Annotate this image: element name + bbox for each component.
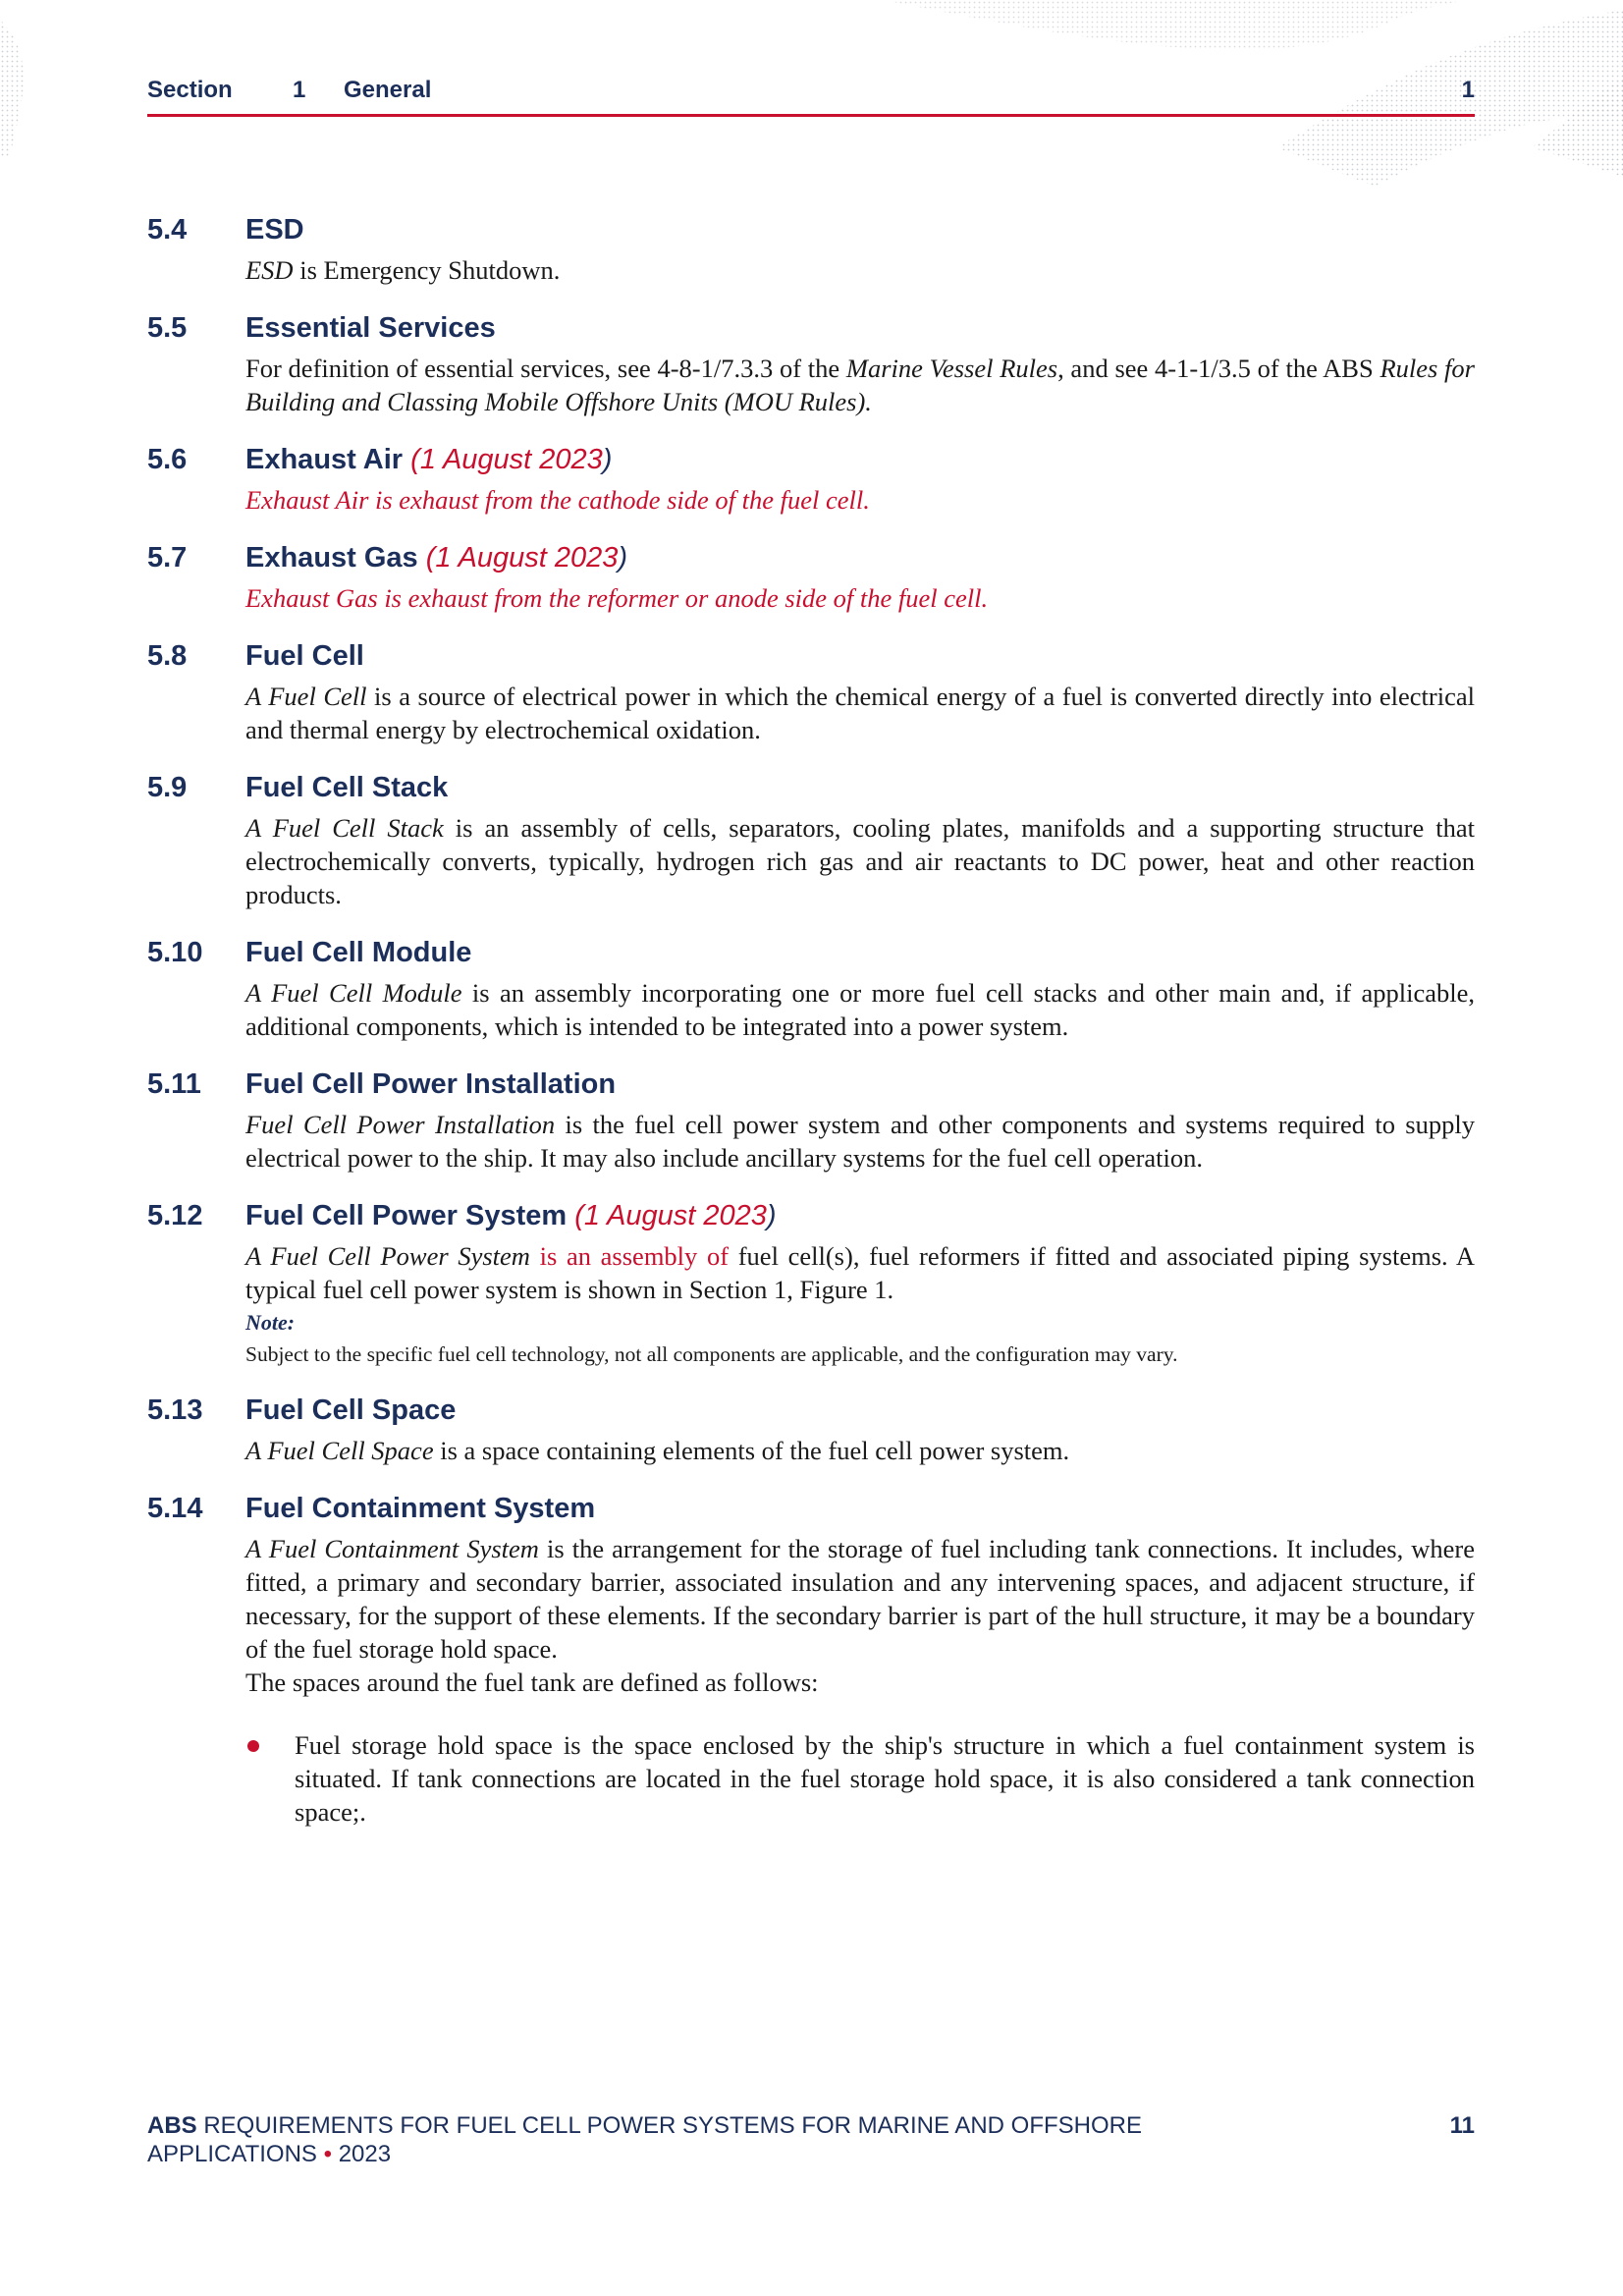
- section-number: 5.8: [147, 640, 188, 672]
- definition-text: Exhaust Gas is exhaust from the reformer or anode side of the fuel cell.: [245, 583, 989, 613]
- section-body: [245, 352, 1475, 418]
- abs-brand: ABS: [147, 2112, 197, 2139]
- page-number: 11: [1449, 2112, 1475, 2139]
- text-part: , and see 4-1-1/3.5 of the ABS: [1057, 354, 1380, 383]
- section-5-5: [147, 312, 1475, 418]
- defined-term: Fuel Cell Power Installation: [245, 1110, 556, 1139]
- section-title: Fuel Cell Stack: [245, 772, 449, 803]
- section-number: 5.12: [147, 1200, 203, 1231]
- section-heading: [147, 937, 1475, 976]
- section-body: [245, 253, 1475, 287]
- section-title: Fuel Cell Module: [245, 937, 472, 968]
- reference-title: Rules for Building and Classing Mobile Offshore Units (MOU Rules).: [245, 354, 1475, 416]
- section-title: ESD: [245, 214, 304, 246]
- list-item: [245, 1728, 1475, 1829]
- section-number: 5.5: [147, 312, 188, 344]
- section-title: General: [344, 77, 432, 103]
- section-heading: [147, 1394, 1475, 1434]
- section-5-11: [147, 1068, 1475, 1175]
- defined-term: A Fuel Cell Stack: [245, 813, 444, 843]
- section-heading: [147, 1493, 1475, 1532]
- footer-year: 2023: [338, 2141, 392, 2167]
- section-number: 5.10: [147, 937, 203, 968]
- note-text: Subject to the specific fuel cell technology, not all components are applicable, and the configuration may vary.: [245, 1342, 1178, 1366]
- section-body: [245, 483, 1475, 517]
- section-number: 5.7: [147, 542, 188, 574]
- section-title: Fuel Containment System: [245, 1493, 596, 1524]
- section-body: [245, 1434, 1475, 1467]
- section-body: [245, 1532, 1475, 1829]
- defined-term: A Fuel Cell: [245, 682, 367, 711]
- section-5-7: [147, 542, 1475, 615]
- section-body: [245, 811, 1475, 911]
- section-title: Essential Services: [245, 312, 496, 344]
- section-title: Exhaust Gas: [245, 542, 418, 574]
- section-5-13: [147, 1394, 1475, 1467]
- section-title: Fuel Cell Power Installation: [245, 1068, 617, 1100]
- amendment-date: (1 August 2023): [574, 1200, 777, 1231]
- section-heading: [147, 640, 1475, 680]
- section-5-12: [147, 1200, 1475, 1369]
- document-body: [147, 214, 1475, 1854]
- footer-separator: •: [316, 2141, 339, 2167]
- defined-term: A Fuel Containment System: [245, 1534, 539, 1563]
- section-5-8: [147, 640, 1475, 746]
- section-body: [245, 1108, 1475, 1175]
- definition-text: is a space containing elements of the fuel cell power system.: [433, 1436, 1070, 1465]
- definition-text: is the arrangement for the storage of fuel including tank connections. It includes, where fitted, a primary and secondary barrier, associated insulation and any intervening spaces, and adjacent structure, if necessary, for the support of these elements. If the secondary barrier is part of the hull structure, it may be a boundary of the fuel storage hold space.: [245, 1534, 1475, 1664]
- definition-text: Exhaust Air is exhaust from the cathode side of the fuel cell.: [245, 485, 870, 515]
- section-body: [245, 976, 1475, 1043]
- defined-term: A Fuel Cell Space: [245, 1436, 434, 1465]
- text-part: For definition of essential services, see 4-8-1/7.3.3 of the: [245, 354, 846, 383]
- section-number: 5.11: [147, 1068, 201, 1100]
- defined-term: ESD: [245, 255, 294, 285]
- section-heading: [147, 214, 1475, 253]
- reference-title: Marine Vessel Rules: [845, 354, 1058, 383]
- section-heading: [147, 772, 1475, 811]
- amendment-date: (1 August 2023): [410, 444, 613, 475]
- section-5-14: [147, 1493, 1475, 1829]
- section-body: [245, 680, 1475, 746]
- amendment-date: (1 August 2023): [425, 542, 628, 574]
- list-intro: The spaces around the fuel tank are defined as follows:: [245, 1667, 819, 1697]
- header-page-marker: 1: [1461, 77, 1475, 103]
- section-heading: [147, 1200, 1475, 1239]
- definition-text: is an assembly incorporating one or more fuel cell stacks and other main and, if applicable, additional components, which is intended to be integrated into a power system.: [245, 978, 1475, 1041]
- section-5-6: [147, 444, 1475, 517]
- page-footer: [147, 2111, 1475, 2168]
- section-title: Fuel Cell: [245, 640, 364, 672]
- section-title: Fuel Cell Power System: [245, 1200, 568, 1231]
- section-heading: [147, 444, 1475, 483]
- definition-text: is Emergency Shutdown.: [293, 255, 561, 285]
- section-number: 5.14: [147, 1493, 203, 1524]
- section-5-4: [147, 214, 1475, 287]
- section-heading: [147, 1068, 1475, 1108]
- definition-text: fuel cell(s), fuel reformers if fitted and associated piping systems. A typical fuel cell power system is shown in Section 1, Figure 1.: [245, 1241, 1475, 1304]
- section-5-9: [147, 772, 1475, 911]
- defined-term: A Fuel Cell Module: [245, 978, 462, 1008]
- section-body: [245, 581, 1475, 615]
- section-number: 5.6: [147, 444, 188, 475]
- section-title: Fuel Cell Space: [245, 1394, 457, 1426]
- section-number: 1: [293, 77, 306, 103]
- section-body: [245, 1239, 1475, 1369]
- list-item-text: Fuel storage hold space is the space enclosed by the ship's structure in which a fuel containment system is situated. If tank connections are located in the fuel storage hold space, it is also considered a tank connection space;.: [295, 1730, 1475, 1827]
- page-header: [147, 75, 1475, 117]
- note-label: Note:: [245, 1310, 296, 1335]
- footer-title: REQUIREMENTS FOR FUEL CELL POWER SYSTEMS FOR MARINE AND OFFSHORE APPLICATIONS: [147, 2112, 1143, 2167]
- section-title: Exhaust Air: [245, 444, 404, 475]
- section-5-10: [147, 937, 1475, 1043]
- section-label: Section: [147, 77, 233, 103]
- defined-term: A Fuel Cell Power System: [245, 1241, 530, 1271]
- bullet-dot-icon: [247, 1740, 259, 1752]
- section-number: 5.4: [147, 214, 188, 246]
- definition-text: is an assembly of cells, separators, cooling plates, manifolds and a supporting structure that electrochemically converts, typically, hydrogen rich gas and air reactants to DC power, heat and other reaction products.: [245, 813, 1475, 909]
- section-heading: [147, 312, 1475, 352]
- definition-text: is a source of electrical power in which the chemical energy of a fuel is converted directly into electrical and thermal energy by electrochemical oxidation.: [245, 682, 1475, 744]
- definition-text: is the fuel cell power system and other components and systems required to supply electrical power to the ship. It may also include ancillary systems for the fuel cell operation.: [245, 1110, 1475, 1173]
- document-title: [147, 2111, 1276, 2168]
- section-number: 5.9: [147, 772, 188, 803]
- section-heading: [147, 542, 1475, 581]
- amended-text: is an assembly of: [529, 1241, 730, 1271]
- section-number: 5.13: [147, 1394, 203, 1426]
